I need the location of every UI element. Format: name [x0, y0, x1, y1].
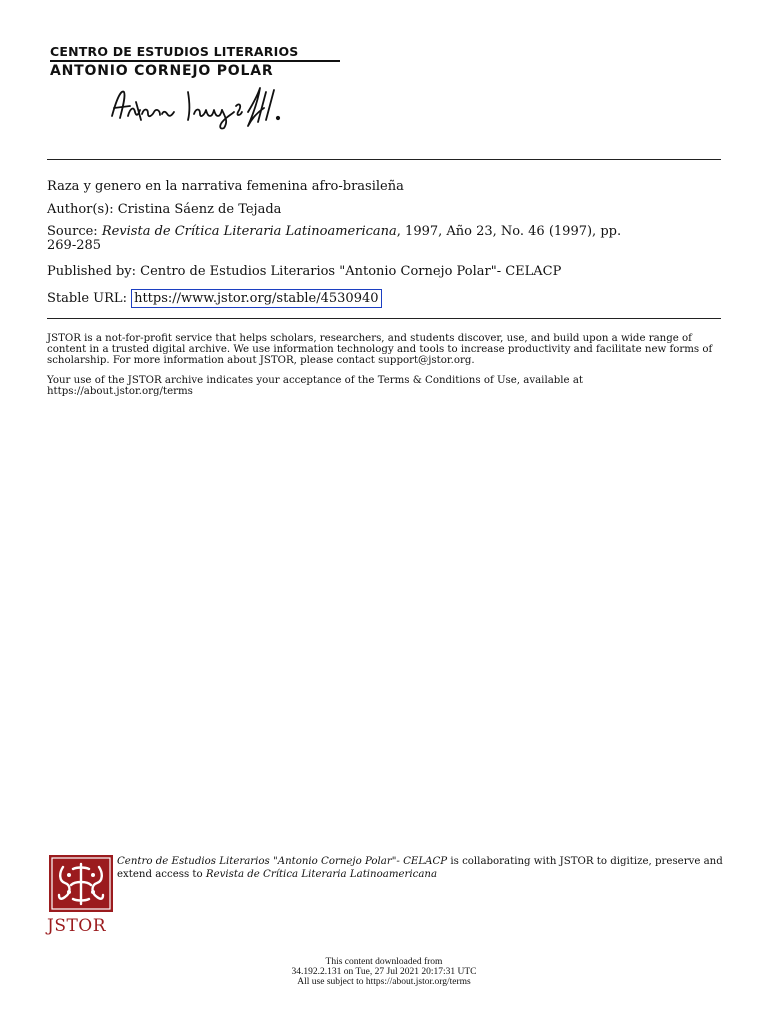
stable-url-line	[47, 291, 382, 306]
publisher-logo-line2: ANTONIO CORNEJO POLAR	[50, 63, 274, 79]
article-authors: Author(s): Cristina Sáenz de Tejada	[47, 202, 282, 217]
source-journal: Revista de Crítica Literaria Latinoamericana	[101, 224, 397, 239]
source-suffix: , 1997, Año 23, No. 46 (1997), pp.	[396, 224, 622, 239]
collaboration-journal: Revista de Crítica Literaria Latinoamericana	[205, 869, 438, 880]
terms-notice-paragraph: Your use of the JSTOR archive indicates your acceptance of the Terms & Conditions of Use, available at https://about.jstor.org/terms	[47, 375, 583, 397]
publisher-logo-line1: CENTRO DE ESTUDIOS LITERARIOS	[50, 44, 299, 59]
signature-image	[108, 82, 293, 132]
top-rule	[47, 159, 721, 160]
jstor-wordmark: JSTOR	[47, 916, 107, 936]
source-prefix: Source:	[47, 224, 102, 239]
article-source	[47, 225, 721, 253]
download-footer	[0, 957, 768, 987]
collaboration-middle: is collaborating with JSTOR to digitize, preserve and extend access to	[117, 856, 723, 880]
article-published-by: Published by: Centro de Estudios Literarios "Antonio Cornejo Polar"- CELACP	[47, 264, 562, 279]
article-title: Raza y genero en la narrativa femenina afro-brasileña	[47, 179, 404, 194]
jstor-notice-paragraph: JSTOR is a not-for-profit service that helps scholars, researchers, and students discover, use, and build upon a wide range of content in a trusted digital archive. We use information technology and tools to increase productivity and facilitate new forms of scholarship. For more information about JSTOR, please contact support@jstor.org.	[47, 333, 713, 366]
collaboration-org: Centro de Estudios Literarios "Antonio Cornejo Polar"- CELACP	[117, 856, 448, 867]
footer-line3: All use subject to https://about.jstor.org/terms	[297, 977, 471, 987]
stable-url-link[interactable]: https://www.jstor.org/stable/4530940	[131, 289, 381, 308]
source-pages: 269-285	[47, 238, 102, 253]
stable-url-label: Stable URL:	[47, 291, 132, 306]
jstor-emblem-icon	[49, 855, 113, 912]
footer-line2: 34.192.2.131 on Tue, 27 Jul 2021 20:17:31 UTC	[291, 967, 477, 977]
publisher-logo-rule	[50, 60, 340, 62]
footer-line1: This content downloaded from	[325, 957, 443, 967]
publisher-logo	[50, 45, 340, 79]
collaboration-statement	[117, 855, 727, 881]
bottom-rule	[47, 318, 721, 319]
